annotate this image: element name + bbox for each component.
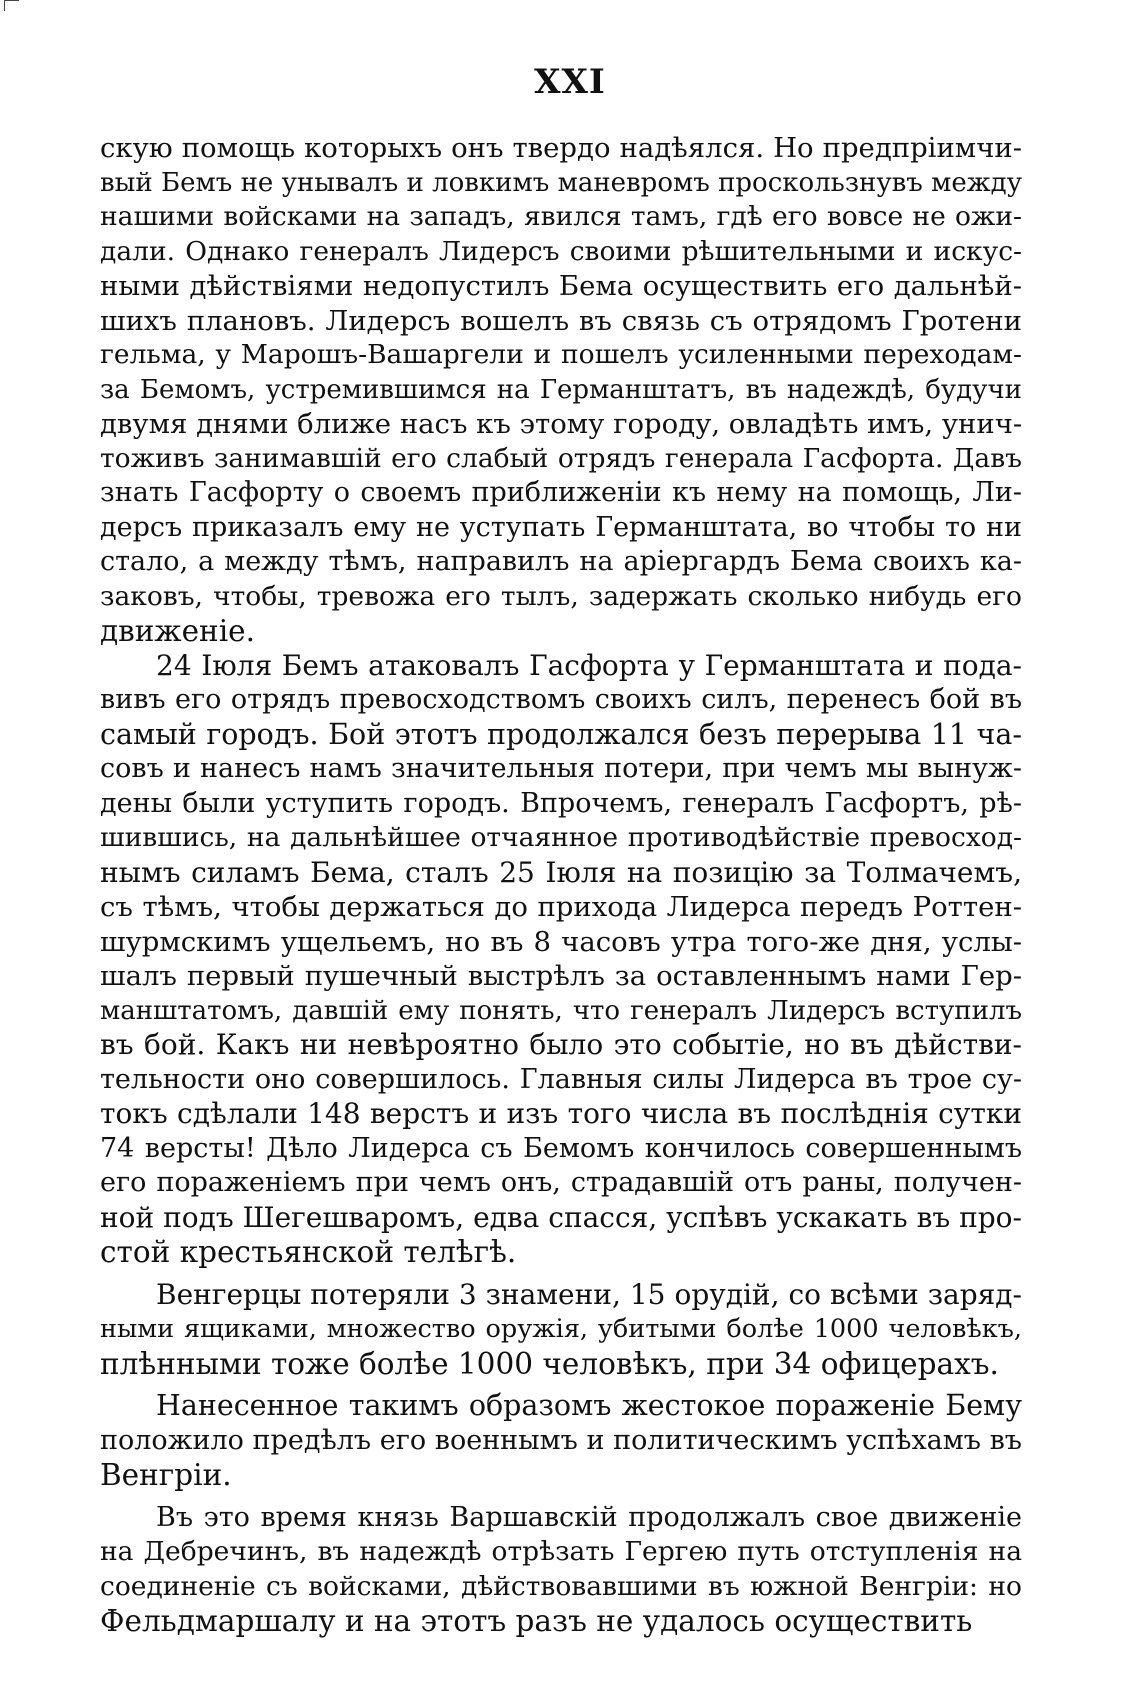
text-line: съ тѣмъ, чтобы держаться до прихода Лидерса передъ Роттен- [100, 891, 1022, 923]
text-line: нымъ силамъ Бема, сталъ 25 Іюля на позицію за Толмачемъ, [100, 855, 1022, 889]
text-line: самый городъ. Бой этотъ продолжался безъ перерыва 11 ча- [100, 717, 1022, 751]
text-line: въ бой. Какъ ни невѣроятно было это событіе, но въ дѣйстви- [100, 1028, 1022, 1061]
text-line: скую помощь которыхъ онъ твердо надѣялся. Но предпріимчи- [100, 132, 1022, 164]
body-text [100, 131, 1022, 1639]
text-line: ными ящиками, множество оружія, убитыми болѣе 1000 человѣкъ, [100, 1314, 1022, 1344]
text-line: Венгріи. [100, 1458, 232, 1492]
text-line: шившись, на дальнѣйшее отчаянное противодѣйствіе превосход- [100, 822, 1022, 853]
paragraph-gap [100, 1270, 1022, 1278]
text-line: 74 версты! Дѣло Лидерса съ Бемомъ кончилось совершеннымъ [100, 1132, 1022, 1164]
text-line: 24 Іюля Бемъ атаковалъ Гасфорта у Германштата и пода- [156, 648, 1022, 682]
text-line: тельности оно совершилось. Главныя силы Лидерса въ трое су- [100, 1063, 1022, 1095]
text-line: дены были уступить городъ. Впрочемъ, генералъ Гасфортъ, рѣ- [100, 787, 1022, 819]
text-line: манштатомъ, давшій ему понять, что генералъ Лидерсъ вступилъ [100, 995, 1022, 1026]
text-line: заковъ, чтобы, тревожа его тылъ, задержать сколько нибудь его [100, 580, 1022, 612]
text-line: знать Гасфорту о своемъ приближеніи къ нему на помощь, Ли- [100, 477, 1022, 508]
text-line: за Бемомъ, устремившимся на Германштатъ, въ надеждѣ, будучи [100, 374, 1022, 405]
page-corner-mark [4, 0, 19, 11]
text-line: дерсъ приказалъ ему не уступать Германштата, во чтобы то ни [100, 511, 1022, 543]
text-line: вивъ его отрядъ превосходствомъ своихъ силъ, перенесъ бой въ [100, 684, 1022, 715]
text-line: стало, а между тѣмъ, направилъ на аріергардъ Бема своихъ ка- [100, 546, 1022, 577]
text-line: на Дебречинъ, въ надеждѣ отрѣзать Гергею путь отступленія на [100, 1536, 1022, 1567]
paragraph [100, 131, 1022, 649]
paragraph-gap [100, 1493, 1022, 1501]
page-number: XXI [534, 62, 606, 102]
text-line: Въ это время князь Варшавскій продолжалъ свое движеніе [156, 1501, 1022, 1533]
text-line: его пораженіемъ при чемъ онъ, страдавшій отъ раны, получен- [100, 1167, 1022, 1198]
text-line: шалъ первый пушечный выстрѣлъ за оставленнымъ нами Гер- [100, 960, 1022, 992]
paragraph [100, 1501, 1022, 1639]
text-line: движеніе. [100, 614, 255, 648]
text-line: токъ сдѣлали 148 верстъ и изъ того числа въ послѣднія сутки [100, 1097, 1022, 1130]
text-line: двумя днями ближе насъ къ этому городу, овладѣть имъ, унич- [100, 408, 1023, 440]
text-line: плѣнными тоже болѣе 1000 человѣкъ, при 34 офицерахъ. [100, 1346, 999, 1381]
text-line: Фельдмаршалу и на этотъ разъ не удалось осуществить [100, 1604, 973, 1638]
text-line: шихъ плановъ. Лидерсъ вошелъ въ связь съ отрядомъ Гротени [100, 304, 1022, 337]
text-line: стой крестьянской телѣгѣ. [100, 1235, 517, 1269]
text-line: ными дѣйствіями недопустилъ Бема осуществить его дальнѣй- [100, 270, 1022, 302]
text-line: нашими войсками на западъ, явился тамъ, гдѣ его вовсе не ожи- [100, 201, 1022, 232]
text-line: Венгерцы потеряли 3 знамени, 15 орудій, со всѣми заряд- [156, 1277, 1022, 1311]
text-line: соединеніе съ войсками, дѣйствовавшими въ южной Венгріи: но [100, 1570, 1022, 1602]
text-line: совъ и нанесъ намъ значительныя потери, при чемъ мы вынуж- [100, 753, 1022, 784]
paragraph-gap [100, 1381, 1022, 1389]
paragraph [100, 1278, 1022, 1382]
text-line: шурмскимъ ущельемъ, но въ 8 часовъ утра того-же дня, услы- [100, 925, 1022, 958]
text-line: положило предѣлъ его военнымъ и политическимъ успѣхамъ въ [100, 1424, 1022, 1456]
text-line: вый Бемъ не унывалъ и ловкимъ маневромъ проскользнувъ между [100, 167, 1022, 198]
text-line: тоживъ занимавшій его слабый отрядъ генерала Гасфорта. Давъ [100, 442, 1022, 474]
paragraph [100, 1389, 1022, 1493]
text-line: ной подъ Шегешваромъ, едва спасся, успѣвъ ускакать въ про- [100, 1200, 1022, 1234]
text-line: гельма, у Марошъ-Вашаргели и пошелъ усиленными переходам- [100, 339, 1022, 370]
text-line: Нанесенное такимъ образомъ жестокое пораженіе Бему [156, 1389, 1022, 1422]
paragraph [100, 649, 1022, 1270]
text-line: дали. Однако генералъ Лидерсъ своими рѣшительными и искус- [100, 235, 1022, 267]
